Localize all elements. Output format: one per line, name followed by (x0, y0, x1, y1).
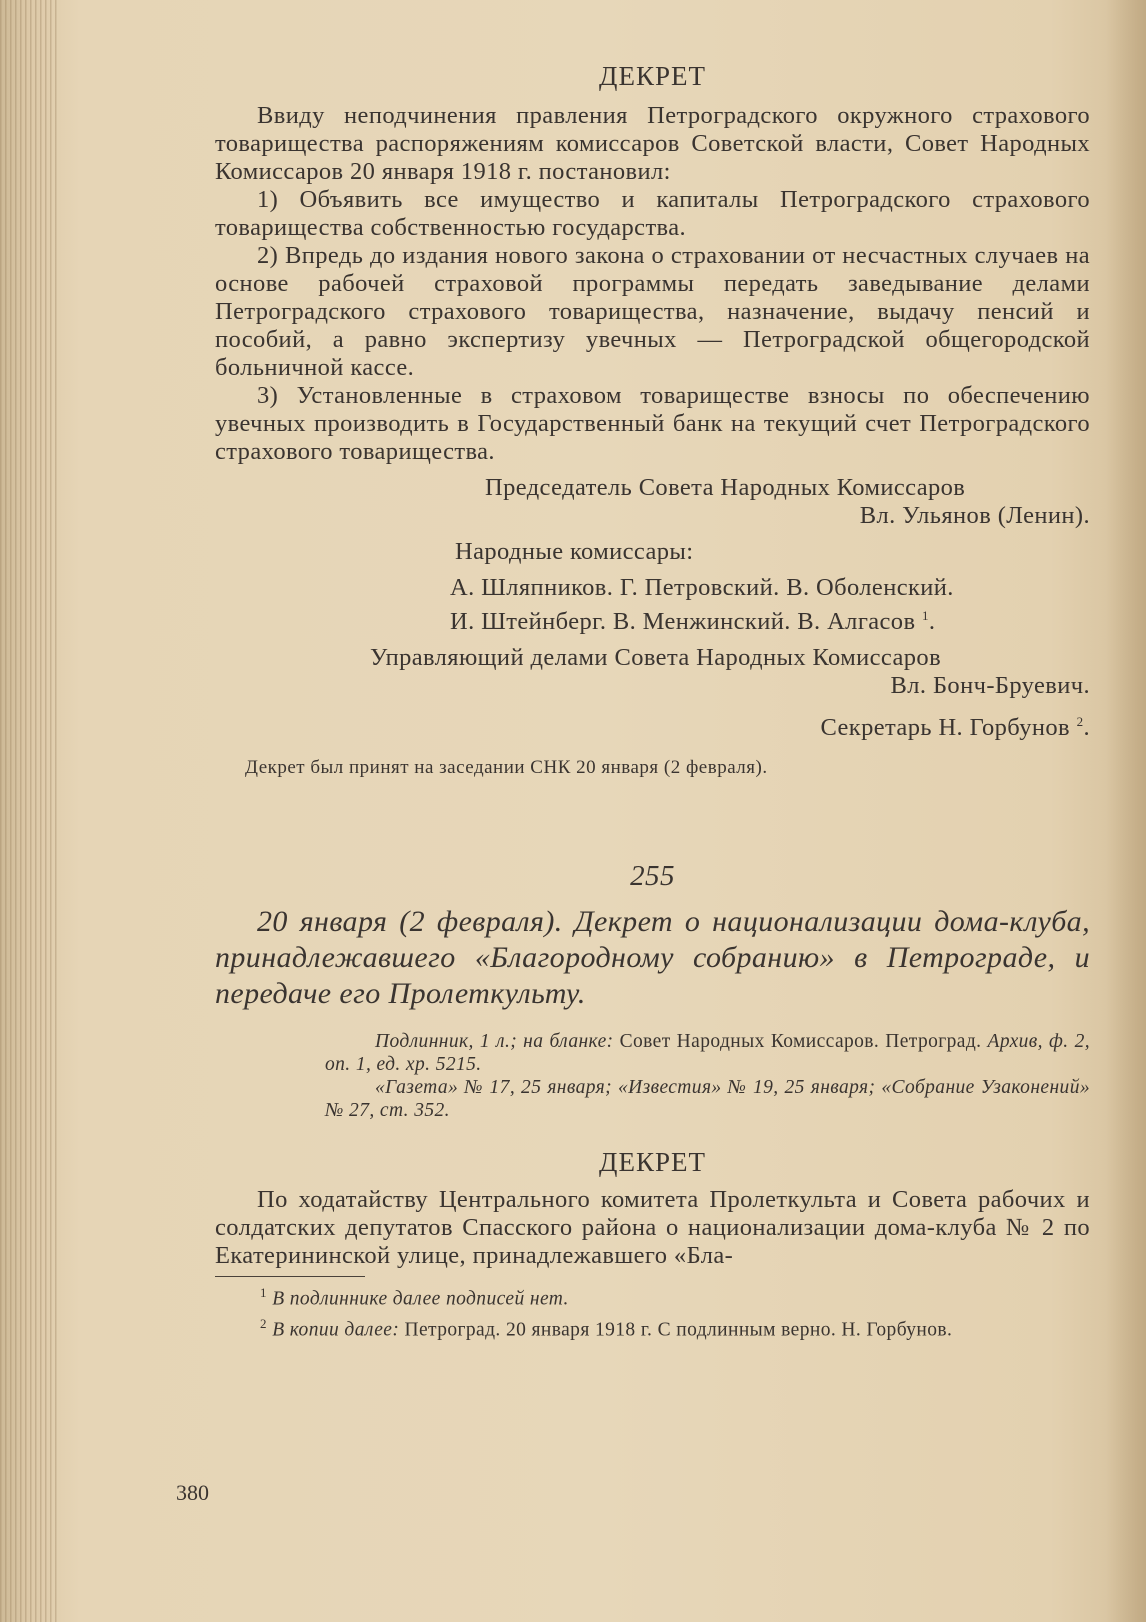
footnote-1-text: В подлиннике далее подписей нет. (272, 1288, 569, 1310)
decree-2-body: По ходатайству Центрального комитета Пролеткульта и Совета рабочих и солдатских депутатов Спасского района о национализации дома-клуба № 2 по Екатерининской улице, принадлежавшего «Бла- (215, 1186, 1090, 1270)
secretary-text: Секретарь Н. Горбунов (820, 714, 1071, 742)
manager-name: Вл. Бонч-Бруевич. (890, 672, 1090, 700)
secretary: Секретарь Н. Горбунов $^2$. (820, 714, 1090, 742)
footnote-1 (215, 1281, 1090, 1312)
footnote-ref-1: 1 (921, 608, 929, 623)
footnote-2-mark: 2 (260, 1315, 267, 1331)
source-line-2: «Газета» № 17, 25 января; «Известия» № 19, 25 января; «Собрание Узаконений» № 27, ст. 352. (325, 1077, 1090, 1122)
commissars-line-2: И. Штейнберг. В. Менжинский. В. Алгасов $^1$. (450, 608, 936, 636)
commissars-line-1: А. Шляпников. Г. Петровский. В. Оболенский. (450, 574, 954, 601)
commissars-line-2-text: И. Штейнберг. В. Менжинский. В. Алгасов (450, 608, 916, 636)
chairman-name: Вл. Ульянов (Ленин). (859, 502, 1090, 529)
manager-title: Управляющий делами Совета Народных Комиссаров (370, 644, 942, 672)
page-number: 380 (176, 1480, 209, 1505)
footnote-2-text: Петроград. 20 января 1918 г. С подлинным верно. Н. Горбунов. (404, 1319, 953, 1341)
decree-item-1: 1) Объявить все имущество и капиталы Петроградского страхового товарищества собственностью государства. (215, 186, 1090, 241)
page-edge-left (0, 0, 60, 1622)
page-content (215, 62, 1090, 1342)
decree-intro: Ввиду неподчинения правления Петроградского окружного страхового товарищества распоряжениям комиссаров Советской власти, Совет Народных Комиссаров 20 января 1918 г. постановил: (215, 102, 1090, 185)
source-1-italic-a: Подлинник, 1 л.; на бланке: (375, 1031, 614, 1053)
document-number: 255 (630, 860, 675, 893)
source-block (325, 1030, 1090, 1122)
chairman-title: Председатель Совета Народных Комиссаров (485, 474, 966, 501)
source-line-1 (325, 1030, 1090, 1076)
footnote-ref-2: 2 (1076, 714, 1084, 730)
footnote-2 (215, 1312, 1090, 1343)
decree-heading: ДЕКРЕТ (599, 61, 706, 91)
document-title: 20 января (2 февраля). Декрет о национализации дома-клуба, принадлежавшего «Благородному собранию» в Петрограде, и передаче его Пролеткульту. (215, 905, 1090, 1011)
source-1-plain: Совет Народных Комиссаров. Петроград. (619, 1031, 982, 1053)
footnote-divider (215, 1276, 365, 1277)
decree-item-3: 3) Установленные в страховом товариществе взносы по обеспечению увечных производить в Государственный банк на текущий счет Петроградского страхового товарищества. (215, 382, 1090, 465)
decree-2-heading: ДЕКРЕТ (599, 1147, 706, 1178)
adoption-note: Декрет был принят на заседании СНК 20 января (2 февраля). (245, 757, 768, 779)
footnote-1-mark: 1 (260, 1285, 267, 1301)
source-1-italic-b: Архив, ф. 2, оп. 1, ед. хр. 5215. (325, 1031, 1090, 1076)
page-edge-right (1106, 0, 1146, 1622)
commissars-label: Народные комиссары: (455, 538, 694, 565)
footnote-2-italic: В копии далее: (272, 1319, 400, 1341)
decree-item-2: 2) Впредь до издания нового закона о страховании от несчастных случаев на основе рабочей страховой программы передать заведывание делами Петроградского страхового товарищества, назначение, выдачу пенсий и пособий, а равно экспертизу увечных — Петроградской общегородской больничной кассе. (215, 242, 1090, 381)
